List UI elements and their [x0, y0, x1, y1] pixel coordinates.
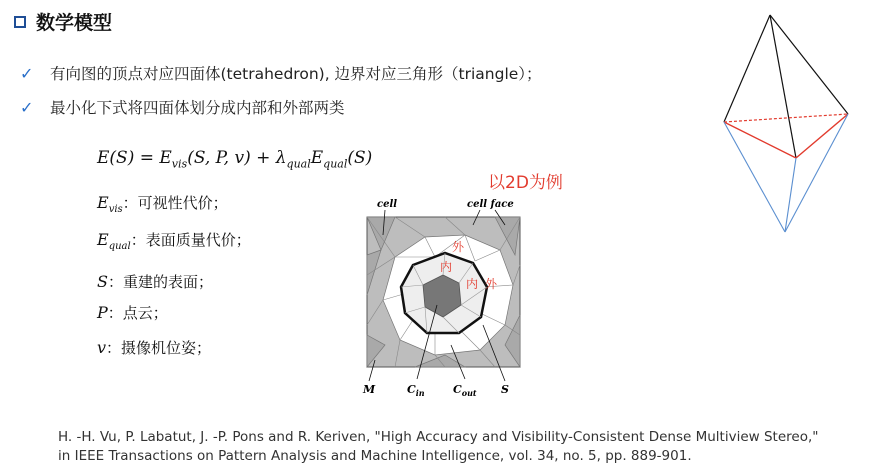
- citation-line: in IEEE Transactions on Pattern Analysis and Machine Intelligence, vol. 34, no. 5, pp. 889-901.: [58, 448, 692, 464]
- square-bullet-icon: [14, 16, 26, 28]
- definition-item: [97, 271, 213, 292]
- bullet-text: 最小化下式将四面体划分成内部和外部两类: [50, 99, 345, 117]
- formula-part: (S, P, v) + λ: [187, 148, 287, 168]
- slide-header: [14, 8, 112, 35]
- checkmark-icon: ✓: [20, 97, 34, 117]
- tetrahedron-figure: [718, 10, 853, 240]
- def-symbol: S: [97, 272, 108, 291]
- bullet-text: 有向图的顶点对应四面体(tetrahedron), 边界对应三角形（triangle）；: [50, 65, 542, 83]
- energy-formula: [97, 148, 372, 170]
- label-cin-sub: in: [415, 388, 425, 398]
- formula-part: (S): [347, 148, 373, 168]
- def-text: ：摄像机位姿；: [106, 339, 212, 357]
- definition-item: [97, 192, 228, 215]
- citation: [58, 428, 858, 466]
- slide-title: 数学模型: [36, 12, 113, 34]
- checkmark-icon: ✓: [20, 63, 34, 83]
- def-text: ：表面质量代价；: [130, 231, 251, 249]
- formula-part: E: [310, 148, 324, 168]
- label-cin: [407, 383, 425, 398]
- def-symbol: P: [97, 303, 108, 322]
- tetrahedron-edges: [724, 15, 848, 232]
- inside-label: 内: [440, 260, 453, 274]
- def-text: ：点云；: [107, 304, 168, 322]
- def-text: ：重建的表面；: [107, 273, 213, 291]
- label-cout-sub: out: [461, 388, 477, 398]
- formula-part: E(S) = E: [97, 148, 172, 168]
- definition-item: [97, 337, 211, 358]
- formula-sub: qual: [286, 157, 311, 171]
- delaunay-figure: [355, 195, 530, 405]
- label-cin-main: C: [407, 383, 416, 396]
- definition-item: [97, 302, 168, 323]
- inside-label: 内: [466, 277, 479, 291]
- bullet-item: [20, 96, 345, 118]
- definition-item: [97, 229, 251, 252]
- label-cell-face: cell face: [467, 199, 514, 210]
- outside-label: 外: [485, 277, 498, 291]
- bullet-item: [20, 62, 542, 84]
- def-symbol-letter: E: [97, 193, 109, 212]
- label-cout-main: C: [453, 383, 462, 396]
- def-symbol-letter: E: [97, 230, 109, 249]
- def-symbol: [97, 193, 123, 216]
- label-s: S: [501, 383, 509, 396]
- example-note: 以2D为例: [488, 173, 563, 193]
- def-symbol: [97, 230, 131, 253]
- def-text: ：可视性代价；: [122, 194, 228, 212]
- outside-label: 外: [452, 240, 465, 254]
- formula-sub: qual: [323, 157, 348, 171]
- def-symbol: v: [97, 338, 107, 357]
- def-symbol-sub: vis: [108, 204, 123, 216]
- citation-line: H. -H. Vu, P. Labatut, J. -P. Pons and R. Keriven, "High Accuracy and Visibility-Consistent Dense Multiview Stereo,": [58, 429, 819, 445]
- label-cell: cell: [377, 199, 398, 210]
- label-cout: [453, 383, 477, 398]
- label-m: M: [363, 383, 376, 396]
- formula-sub: vis: [171, 157, 188, 171]
- def-symbol-sub: qual: [108, 241, 131, 253]
